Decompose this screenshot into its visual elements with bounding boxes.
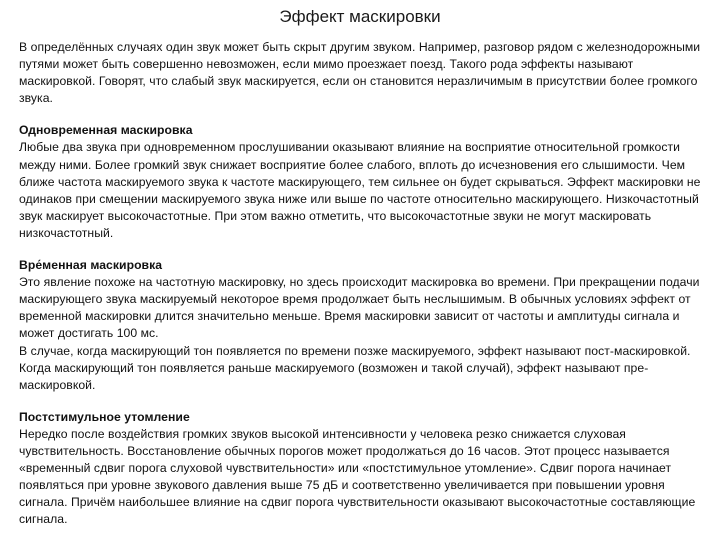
section-paragraph: Это явление похоже на частотную маскировку, но здесь происходит маскировка во времени. При прекращении подачи маскирующего звука маскируемый некоторое время продолжает быть неслышимым. В обычных условиях эффект от временной маскировки длится значительно меньше. Время маскировки зависит от частоты и амплитуды сигнала и может достигать 100 мс. bbox=[19, 275, 700, 341]
section-post-stimulus-fatigue bbox=[19, 409, 705, 529]
intro-section bbox=[19, 39, 705, 107]
page-title: Эффект маскировки bbox=[279, 7, 441, 26]
section-paragraph: В случае, когда маскирующий тон появляется по времени позже маскируемого, эффект называют пост-маскировкой. Когда маскирующий тон появляется раньше маскируемого (возможен и такой случай), эффект называют пре-маскировкой. bbox=[19, 343, 691, 392]
section-temporal-masking bbox=[19, 257, 705, 394]
section-heading: Одновременная маскировка bbox=[19, 123, 193, 138]
section-simultaneous-masking bbox=[19, 122, 705, 242]
section-heading: Вре́менная маскировка bbox=[19, 258, 163, 273]
section-paragraph: Нередко после воздействия громких звуков высокой интенсивности у человека резко снижается слуховая чувствительность. Восстановление обычных порогов может продолжаться до 16 часов. Этот процесс называется «временный сдвиг порога слуховой чувствительности» или «постстимульное утомление». Сдвиг порога начинает появляться при уровне звукового давления выше 75 дБ и соответственно увеличивается при повышении уровня сигнала. Причём наибольшее влияние на сдвиг порога чувствительности оказывают высокочастотные составляющие сигнала. bbox=[19, 426, 696, 527]
section-paragraph: Любые два звука при одновременном прослушивании оказывают влияние на восприятие относительной громкости между ними. Более громкий звук снижает восприятие более слабого, вплоть до исчезновения его слышимости. Чем ближе частота маскируемого звука к частоте маскирующего, тем сильнее он будет скрываться. Эффект маскировки не одинаков при смещении маскируемого звука ниже или выше по частоте относительно маскирующего. Низкочастотный звук маскирует высокочастотные. При этом важно отметить, что высокочастотные звуки не могут маскировать низкочастотный. bbox=[19, 140, 701, 240]
intro-paragraph: В определённых случаях один звук может быть скрыт другим звуком. Например, разговор рядом с железнодорожными путями может быть совершенно невозможен, если мимо проезжает поезд. Такого рода эффекты называют маскировкой. Говорят, что слабый звук маскируется, если он становится неразличимым в присутствии более громкого звука. bbox=[19, 40, 701, 106]
section-heading: Постстимульное утомление bbox=[19, 409, 190, 424]
document-body bbox=[19, 39, 705, 543]
